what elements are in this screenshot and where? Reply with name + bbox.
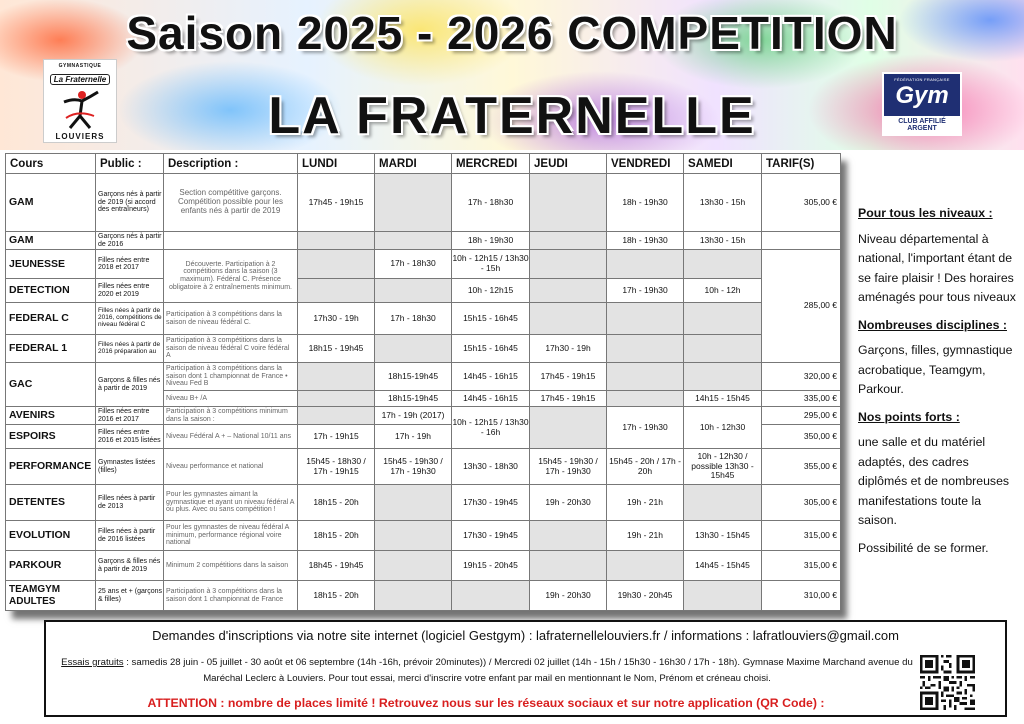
- col-header-mardi: MARDI: [375, 154, 452, 174]
- cell-description: Pour les gymnastes de niveau fédéral A minimum, performance régional voire national: [164, 521, 298, 551]
- cell-tarif: 315,00 €: [762, 551, 841, 581]
- cell-mardi: 17h - 19h (2017): [375, 407, 452, 425]
- cell-mercredi: 17h - 18h30: [452, 174, 530, 232]
- cell-cours: GAM: [6, 174, 96, 232]
- cell-samedi: [684, 335, 762, 363]
- attention-notice: ATTENTION : nombre de places limité ! Retrouvez nous sur les réseaux sociaux et sur notre application (QR Code) :: [147, 696, 825, 710]
- cell-vendredi: 18h - 19h30: [607, 232, 684, 250]
- cell-jeudi: 19h - 20h30: [530, 485, 607, 521]
- cell-mercredi: 15h15 - 16h45: [452, 335, 530, 363]
- cell-jeudi: [530, 407, 607, 449]
- cell-vendredi: 17h - 19h30: [607, 407, 684, 449]
- cell-public: Garçons & filles nés à partir de 2019: [96, 363, 164, 407]
- cell-public: Filles nées entre 2016 et 2015 listées: [96, 425, 164, 449]
- cell-public: Filles nées à partir de 2016 listées: [96, 521, 164, 551]
- cell-jeudi: [530, 250, 607, 279]
- info-text-training: Possibilité de se former.: [858, 540, 989, 555]
- col-header-public: Public :: [96, 154, 164, 174]
- cell-jeudi: [530, 303, 607, 335]
- cell-lundi: [298, 279, 375, 303]
- season-title: Saison 2025 - 2026 COMPETITION: [126, 7, 898, 59]
- col-header-vendredi: VENDREDI: [607, 154, 684, 174]
- cell-cours: JEUNESSE: [6, 250, 96, 279]
- table-row: [6, 174, 841, 232]
- cell-public: Garçons nés à partir de 2019 (si accord des entraîneurs): [96, 174, 164, 232]
- cell-lundi: 17h - 19h15: [298, 425, 375, 449]
- table-row: [6, 551, 841, 581]
- cell-lundi: 18h15 - 20h: [298, 581, 375, 611]
- cell-mercredi: 14h45 - 16h15: [452, 363, 530, 391]
- cell-samedi: 14h15 - 15h45: [684, 391, 762, 407]
- cell-cours: GAM: [6, 232, 96, 250]
- cell-cours: TEAMGYM ADULTES: [6, 581, 96, 611]
- cell-cours: DETECTION: [6, 279, 96, 303]
- cell-public: Filles nées à partir de 2016, compétitions de niveau fédéral C: [96, 303, 164, 335]
- schedule-table-container: [5, 153, 840, 611]
- cell-tarif: 310,00 €: [762, 581, 841, 611]
- cell-public: 25 ans et + (garçons & filles): [96, 581, 164, 611]
- schedule-table: [5, 153, 841, 611]
- cell-vendredi: [607, 250, 684, 279]
- cell-mercredi: 10h - 12h15 / 13h30 - 15h: [452, 250, 530, 279]
- table-row: [6, 250, 841, 279]
- table-row: [6, 303, 841, 335]
- cell-mercredi: 13h30 - 18h30: [452, 449, 530, 485]
- gymnast-icon: [60, 88, 100, 132]
- cell-cours: FEDERAL C: [6, 303, 96, 335]
- table-row: [6, 449, 841, 485]
- cell-jeudi: 17h30 - 19h: [530, 335, 607, 363]
- cell-jeudi: [530, 279, 607, 303]
- cell-public: Filles nées à partir de 2013: [96, 485, 164, 521]
- cell-samedi: 10h - 12h: [684, 279, 762, 303]
- cell-mardi: 17h - 18h30: [375, 250, 452, 279]
- cell-vendredi: [607, 551, 684, 581]
- table-row: [6, 279, 841, 303]
- cell-mercredi: 15h15 - 16h45: [452, 303, 530, 335]
- cell-mercredi: 17h30 - 19h45: [452, 485, 530, 521]
- cell-mardi: [375, 485, 452, 521]
- cell-mercredi: 10h - 12h15: [452, 279, 530, 303]
- cell-description: Minimum 2 compétitions dans la saison: [164, 551, 298, 581]
- cell-jeudi: 15h45 - 19h30 / 17h - 19h30: [530, 449, 607, 485]
- cell-description: Participation à 3 compétitions dans la saison de niveau fédéral C voire fédéral A: [164, 335, 298, 363]
- col-header-jeudi: JEUDI: [530, 154, 607, 174]
- info-heading-strengths: Nos points forts :: [858, 409, 960, 424]
- cell-lundi: [298, 363, 375, 391]
- ffg-gym-mark: Gym: [895, 82, 949, 109]
- table-row: [6, 581, 841, 611]
- cell-mardi: 18h15-19h45: [375, 391, 452, 407]
- cell-vendredi: 18h - 19h30: [607, 174, 684, 232]
- club-logo-top-text: GYMNASTIQUE: [58, 63, 102, 69]
- cell-tarif: 285,00 €: [762, 250, 841, 363]
- cell-samedi: 10h - 12h30 / possible 13h30 - 15h45: [684, 449, 762, 485]
- cell-cours: PARKOUR: [6, 551, 96, 581]
- col-header-mercredi: MERCREDI: [452, 154, 530, 174]
- registration-info: Demandes d'inscriptions via notre site internet (logiciel Gestgym) : lafraternellelouviers.fr / informations : lafratlouviers@gmail.com: [152, 628, 899, 643]
- cell-tarif: 335,00 €: [762, 391, 841, 407]
- cell-jeudi: 19h - 20h30: [530, 581, 607, 611]
- cell-lundi: [298, 391, 375, 407]
- info-heading-levels: Pour tous les niveaux :: [858, 206, 993, 220]
- club-title: LA FRATERNELLE: [268, 87, 756, 145]
- cell-description: Participation à 3 compétitions dans la saison de niveau fédéral C.: [164, 303, 298, 335]
- cell-jeudi: [530, 174, 607, 232]
- club-logo-city: LOUVIERS: [55, 132, 105, 141]
- cell-tarif: 315,00 €: [762, 521, 841, 551]
- cell-jeudi: 17h45 - 19h15: [530, 363, 607, 391]
- cell-mercredi: 10h - 12h15 / 13h30 - 16h: [452, 407, 530, 449]
- cell-tarif: 350,00 €: [762, 425, 841, 449]
- cell-mercredi: 19h15 - 20h45: [452, 551, 530, 581]
- free-trial-info: [56, 655, 918, 687]
- col-header-cours: Cours: [6, 154, 96, 174]
- cell-mardi: [375, 551, 452, 581]
- cell-lundi: 15h45 - 18h30 / 17h - 19h15: [298, 449, 375, 485]
- header-banner: [0, 0, 1024, 150]
- cell-samedi: 14h45 - 15h45: [684, 551, 762, 581]
- info-heading-disciplines: Nombreuses disciplines :: [858, 317, 1007, 332]
- cell-mardi: [375, 521, 452, 551]
- col-header-description: Description :: [164, 154, 298, 174]
- cell-jeudi: [530, 232, 607, 250]
- cell-cours: ESPOIRS: [6, 425, 96, 449]
- cell-mardi: 15h45 - 19h30 / 17h - 19h30: [375, 449, 452, 485]
- cell-public: Filles nées à partir de 2016 préparation au: [96, 335, 164, 363]
- cell-vendredi: [607, 303, 684, 335]
- col-header-samedi: SAMEDI: [684, 154, 762, 174]
- cell-description: Participation à 3 compétitions dans la saison dont 1 championnat de France • Niveau Fed B: [164, 363, 298, 391]
- cell-lundi: 17h45 - 19h15: [298, 174, 375, 232]
- cell-samedi: [684, 250, 762, 279]
- cell-samedi: [684, 485, 762, 521]
- cell-tarif: 295,00 €: [762, 407, 841, 425]
- table-row: [6, 485, 841, 521]
- cell-mardi: [375, 335, 452, 363]
- cell-vendredi: 17h - 19h30: [607, 279, 684, 303]
- cell-lundi: 17h30 - 19h: [298, 303, 375, 335]
- cell-vendredi: 19h30 - 20h45: [607, 581, 684, 611]
- cell-samedi: [684, 581, 762, 611]
- cell-public: Garçons nés à partir de 2016: [96, 232, 164, 250]
- cell-cours: EVOLUTION: [6, 521, 96, 551]
- cell-tarif: [762, 232, 841, 250]
- cell-vendredi: [607, 391, 684, 407]
- table-row: [6, 521, 841, 551]
- info-text-strengths: une salle et du matériel adaptés, des cadres diplômés et de nombreuses manifestations toute la saison.: [858, 435, 1010, 527]
- cell-mardi: [375, 174, 452, 232]
- col-header-tarif: TARIF(S): [762, 154, 841, 174]
- cell-mardi: 17h - 18h30: [375, 303, 452, 335]
- cell-cours: FEDERAL 1: [6, 335, 96, 363]
- cell-samedi: 10h - 12h30: [684, 407, 762, 449]
- cell-samedi: 13h30 - 15h45: [684, 521, 762, 551]
- cell-mardi: 18h15-19h45: [375, 363, 452, 391]
- cell-samedi: 13h30 - 15h: [684, 232, 762, 250]
- table-row: [6, 335, 841, 363]
- ffg-affiliation-logo: [882, 72, 962, 136]
- cell-samedi: [684, 363, 762, 391]
- cell-vendredi: 15h45 - 20h / 17h - 20h: [607, 449, 684, 485]
- col-header-lundi: LUNDI: [298, 154, 375, 174]
- cell-lundi: 18h15 - 19h45: [298, 335, 375, 363]
- cell-jeudi: [530, 521, 607, 551]
- cell-public: Filles nées entre 2018 et 2017: [96, 250, 164, 279]
- cell-mardi: [375, 232, 452, 250]
- table-row: [6, 407, 841, 425]
- cell-vendredi: 19h - 21h: [607, 485, 684, 521]
- cell-tarif: 355,00 €: [762, 449, 841, 485]
- cell-description: Section compétitive garçons. Compétition possible pour les enfants nés à partir de 2019: [164, 174, 298, 232]
- cell-description: Participation à 3 compétitions dans la saison dont 1 championnat de France: [164, 581, 298, 611]
- info-text-disciplines: Garçons, filles, gymnastique acrobatique, Teamgym, Parkour.: [858, 343, 1013, 396]
- cell-description: Pour les gymnastes aimant la gymnastique et ayant un niveau fédéral A ou plus. Avec ou sans compétition !: [164, 485, 298, 521]
- free-trial-label: Essais gratuits: [61, 657, 124, 668]
- cell-jeudi: [530, 551, 607, 581]
- cell-jeudi: 17h45 - 19h15: [530, 391, 607, 407]
- cell-public: Garçons & filles nés à partir de 2019: [96, 551, 164, 581]
- club-logo-name: La Fraternelle: [50, 74, 110, 85]
- cell-description: Niveau B+ /A: [164, 391, 298, 407]
- cell-mercredi: [452, 581, 530, 611]
- ffg-federation-text: FÉDÉRATION FRANÇAISE: [894, 77, 950, 82]
- cell-description: Découverte. Participation à 2 compétitions dans la saison (3 maximum). Fédéral C. Présence obligatoire à 2 entraînements minimum.: [164, 250, 298, 303]
- free-trial-text: : samedis 28 juin - 05 juillet - 30 août et 06 septembre (14h -16h, prévoir 20minutes)) / Mercredi 02 juillet (14h - 15h / 15h30 - 16h30 / 17h - 18h). Gymnase Maxime Marchand avenue du Maréchal Leclerc à Louviers. Pour tout essai, merci d'inscrire votre enfant par mail en mentionnant le Nom, Prénom et créneau choisi.: [123, 657, 913, 684]
- cell-vendredi: [607, 363, 684, 391]
- table-row: [6, 363, 841, 391]
- cell-mercredi: 17h30 - 19h45: [452, 521, 530, 551]
- qr-code-icon[interactable]: [920, 655, 975, 710]
- cell-lundi: [298, 232, 375, 250]
- cell-samedi: 13h30 - 15h: [684, 174, 762, 232]
- cell-vendredi: 19h - 21h: [607, 521, 684, 551]
- cell-mardi: [375, 581, 452, 611]
- table-row: [6, 232, 841, 250]
- cell-lundi: 18h45 - 19h45: [298, 551, 375, 581]
- cell-cours: GAC: [6, 363, 96, 407]
- cell-description: Participation à 3 compétitions minimum dans la saison :: [164, 407, 298, 425]
- cell-lundi: 18h15 - 20h: [298, 521, 375, 551]
- cell-tarif: 305,00 €: [762, 174, 841, 232]
- info-text-levels: Niveau départemental à national, l'important étant de se faire plaisir ! Des horaires aménagés pour tous niveaux: [858, 231, 1016, 304]
- cell-description: Niveau Fédéral A + – National 10/11 ans: [164, 425, 298, 449]
- cell-lundi: [298, 407, 375, 425]
- club-logo: [43, 59, 117, 143]
- cell-cours: PERFORMANCE: [6, 449, 96, 485]
- table-header-row: [6, 154, 841, 174]
- cell-cours: AVENIRS: [6, 407, 96, 425]
- footer-box: [44, 620, 1007, 717]
- cell-vendredi: [607, 335, 684, 363]
- cell-public: Filles nées entre 2016 et 2017: [96, 407, 164, 425]
- cell-samedi: [684, 303, 762, 335]
- cell-mercredi: 14h45 - 16h15: [452, 391, 530, 407]
- cell-public: Gymnastes listées (filles): [96, 449, 164, 485]
- cell-description: [164, 232, 298, 250]
- info-panel: [858, 204, 1016, 566]
- cell-lundi: 18h15 - 20h: [298, 485, 375, 521]
- cell-tarif: 320,00 €: [762, 363, 841, 391]
- cell-cours: DETENTES: [6, 485, 96, 521]
- cell-mardi: [375, 279, 452, 303]
- cell-public: Filles nées entre 2020 et 2019: [96, 279, 164, 303]
- cell-mercredi: 18h - 19h30: [452, 232, 530, 250]
- ffg-badge-text: CLUB AFFILIÉ ARGENT: [884, 116, 960, 134]
- cell-mardi: 17h - 19h: [375, 425, 452, 449]
- cell-description: Niveau performance et national: [164, 449, 298, 485]
- cell-lundi: [298, 250, 375, 279]
- cell-tarif: 305,00 €: [762, 485, 841, 521]
